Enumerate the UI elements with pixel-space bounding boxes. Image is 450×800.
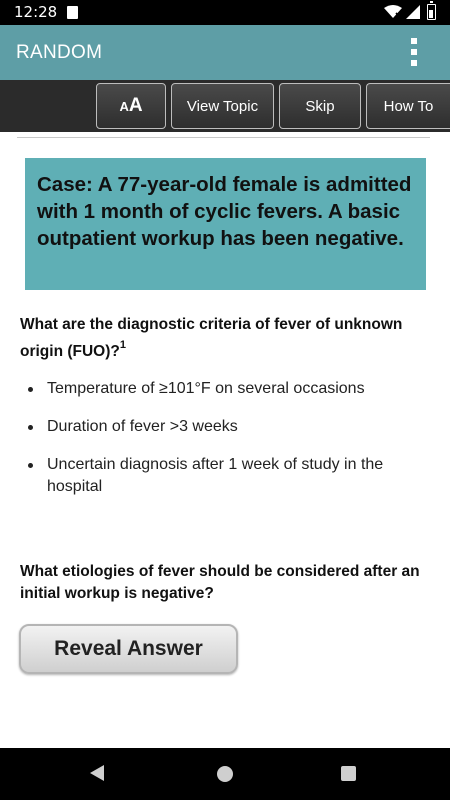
divider — [17, 137, 430, 138]
list-item: Duration of fever >3 weeks — [26, 416, 426, 438]
battery-icon — [427, 4, 436, 20]
case-text: Case: A 77-year-old female is admitted with 1 month of cyclic fevers. A basic outpatient workup has been negative. — [37, 173, 412, 250]
home-icon[interactable] — [217, 766, 233, 782]
status-time: 12:28 — [14, 3, 58, 21]
case-box — [25, 158, 426, 290]
wifi-icon — [384, 5, 402, 19]
skip-button[interactable]: Skip — [279, 83, 361, 129]
font-size-large-letter: A — [128, 95, 143, 116]
list-item: Uncertain diagnosis after 1 week of study in the hospital — [26, 454, 426, 498]
reveal-answer-button[interactable]: Reveal Answer — [19, 624, 238, 674]
reference-superscript: 1 — [119, 339, 126, 351]
how-to-button[interactable]: How To — [366, 83, 450, 129]
list-item: Temperature of ≥101°F on several occasions — [26, 378, 426, 400]
app-title: RANDOM — [16, 42, 103, 63]
status-bar — [0, 0, 450, 25]
question-fuo-criteria — [20, 314, 432, 363]
question-etiologies: What etiologies of fever should be considered after an initial workup is negative? — [20, 563, 420, 602]
question-text: What are the diagnostic criteria of fever of unknown origin (FUO)? — [20, 316, 403, 361]
font-size-button[interactable] — [96, 83, 166, 129]
sd-card-icon — [67, 6, 78, 19]
recent-apps-icon[interactable] — [341, 766, 356, 781]
criteria-list — [26, 378, 426, 514]
view-topic-button[interactable]: View Topic — [171, 83, 274, 129]
font-size-small-letter: A — [119, 98, 129, 114]
back-icon[interactable] — [90, 765, 104, 781]
app-bar — [0, 25, 450, 80]
toolbar — [0, 80, 450, 132]
signal-icon — [406, 5, 420, 19]
overflow-menu-icon[interactable] — [404, 37, 424, 69]
navigation-bar — [0, 748, 450, 800]
